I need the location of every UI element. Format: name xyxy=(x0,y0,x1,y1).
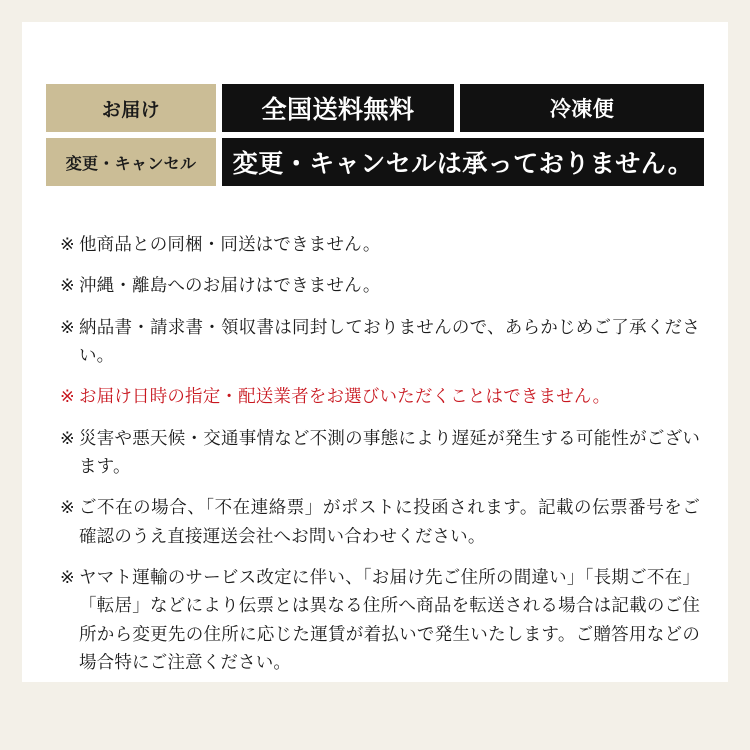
list-item xyxy=(60,271,700,299)
note-mark-icon: ※ xyxy=(60,386,75,407)
note-mark-icon: ※ xyxy=(60,275,75,296)
note-mark-icon: ※ xyxy=(60,567,75,588)
list-item xyxy=(60,230,700,258)
row-label-delivery: お届け xyxy=(46,84,216,132)
note-text: ヤマト運輸のサービス改定に伴い、「お届け先ご住所の間違い」「長期ご不在」「転居」などにより伝票とは異なる住所へ商品を転送される場合は記載のご住所から変更先の住所に応じた運賃が着払いで発生いたします。ご贈答用などの場合特にご注意ください。 xyxy=(79,567,700,673)
note-text: 災害や悪天候・交通事情など不測の事態により遅延が発生する可能性がございます。 xyxy=(79,427,700,477)
badge-free-shipping: 全国送料無料 xyxy=(222,84,454,132)
list-item xyxy=(60,313,700,370)
shipping-info-card xyxy=(22,22,728,682)
row-label-change-cancel: 変更・キャンセル xyxy=(46,138,216,186)
list-item-highlighted xyxy=(60,382,700,410)
note-text: 沖縄・離島へのお届けはできません。 xyxy=(79,275,381,296)
shipping-info-table xyxy=(46,84,704,192)
list-item xyxy=(60,563,700,676)
note-text: お届け日時の指定・配送業者をお選びいただくことはできません。 xyxy=(79,386,611,407)
note-mark-icon: ※ xyxy=(60,497,75,518)
note-text: 他商品との同梱・同送はできません。 xyxy=(79,234,381,254)
table-row xyxy=(46,84,704,132)
note-mark-icon: ※ xyxy=(60,234,75,254)
note-text: ご不在の場合、「不在連絡票」がポストに投函されます。記載の伝票番号をご確認のうえ直接運送会社へお問い合わせください。 xyxy=(79,497,700,546)
table-row xyxy=(46,138,704,186)
badge-frozen-delivery: 冷凍便 xyxy=(460,84,704,132)
notes-list xyxy=(60,230,700,689)
note-text: 納品書・請求書・領収書は同封しておりませんので、あらかじめご了承ください。 xyxy=(79,316,700,366)
badge-no-change-cancel: 変更・キャンセルは承っておりません。 xyxy=(222,138,704,186)
list-item xyxy=(60,424,700,481)
list-item xyxy=(60,493,700,550)
note-mark-icon: ※ xyxy=(60,316,75,337)
note-mark-icon: ※ xyxy=(60,427,75,448)
